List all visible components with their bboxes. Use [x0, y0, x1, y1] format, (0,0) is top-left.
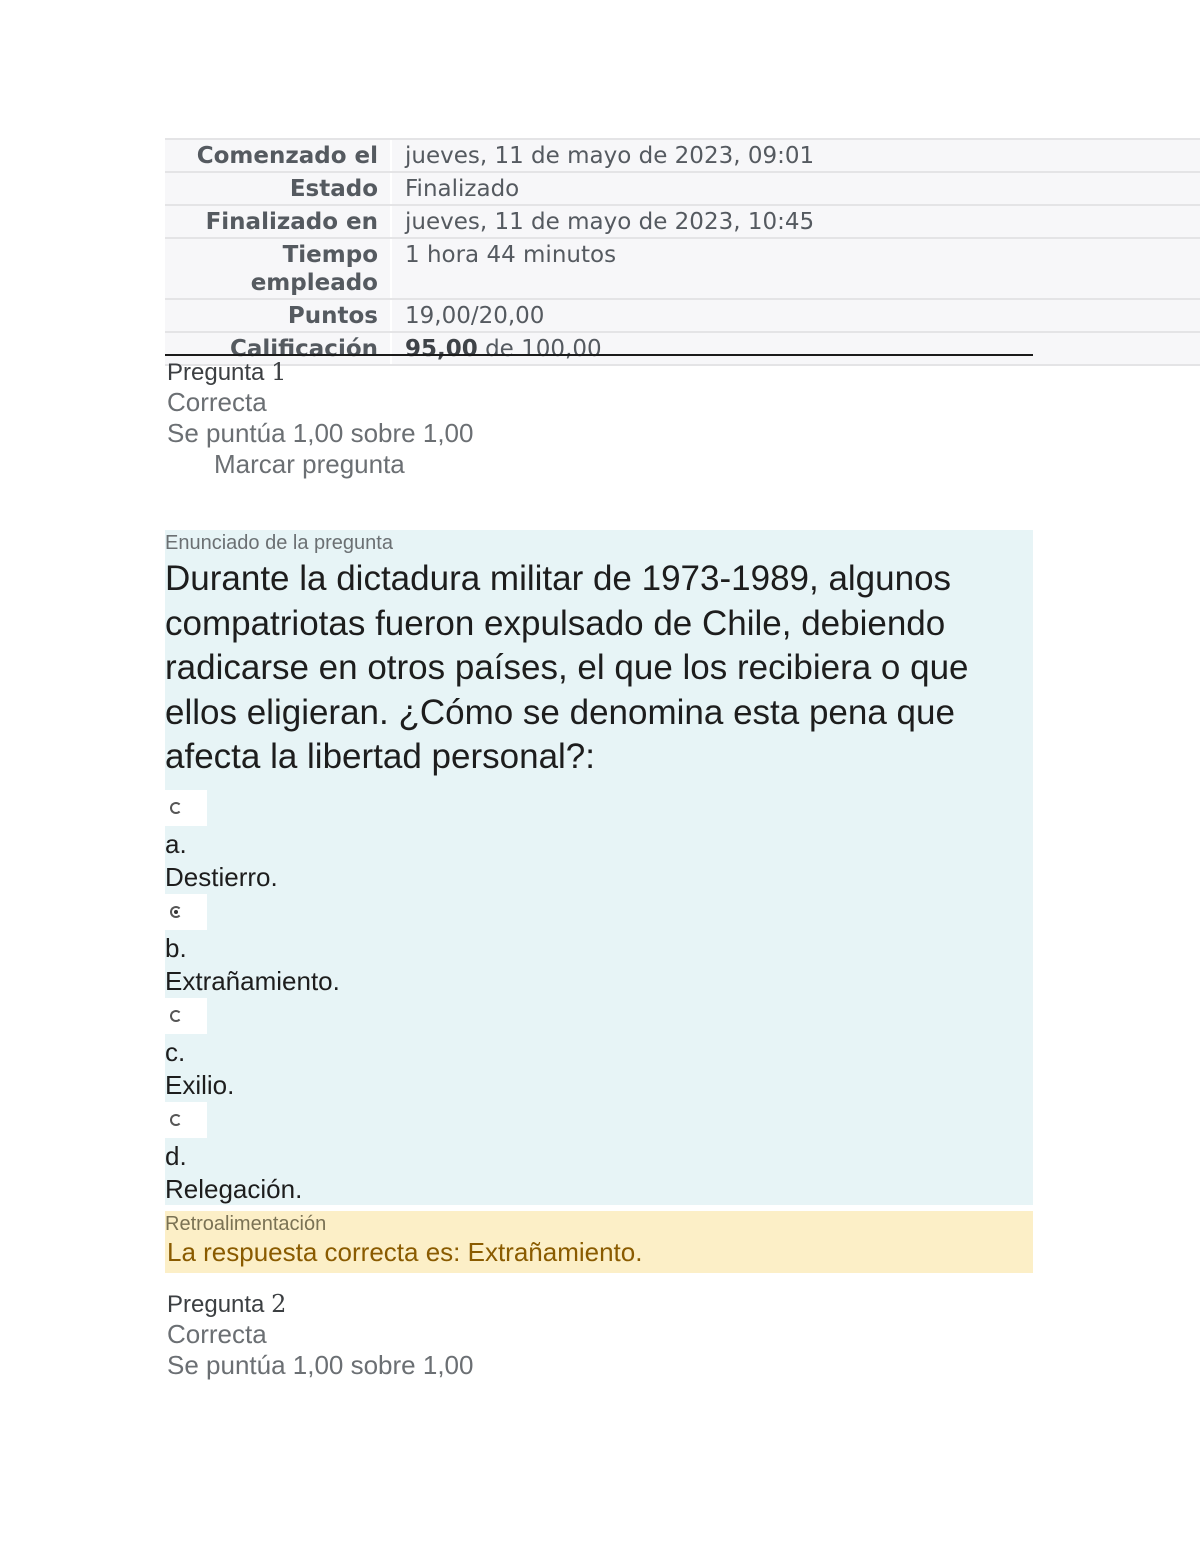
answer-options	[165, 790, 1033, 1206]
question-text: Durante la dictadura militar de 1973-1989, algunos compatriotas fueron expulsado de Chile, debiendo radicarse en otros países, el que los recibiera o que ellos eligieran. ¿Cómo se denomina esta pena que afecta la libertad personal?:	[165, 559, 969, 776]
summary-row-state	[165, 173, 1200, 206]
question-state: Correcta	[167, 387, 267, 417]
question-number-value: 2	[271, 1290, 287, 1318]
radio-icon	[170, 1010, 182, 1022]
answer-a-radio[interactable]	[165, 790, 207, 826]
answer-d-radio[interactable]	[165, 1102, 207, 1138]
summary-label: Calificación	[229, 336, 378, 362]
summary-value: 19,00/20,00	[390, 300, 1200, 331]
feedback-text: La respuesta correcta es: Extrañamiento.	[167, 1237, 643, 1267]
question-label: Pregunta	[167, 1291, 272, 1318]
summary-value: 1 hora 44 minutos	[390, 239, 1200, 298]
summary-value	[390, 333, 1200, 364]
radio-checked-icon	[170, 906, 182, 918]
question-label: Pregunta	[167, 359, 272, 386]
grade-value: 95,00	[405, 336, 478, 362]
answer-letter: c.	[165, 1036, 186, 1067]
answer-text: Destierro.	[165, 861, 278, 892]
answer-letter: b.	[165, 932, 187, 963]
summary-row-started	[165, 140, 1200, 173]
summary-value: jueves, 11 de mayo de 2023, 09:01	[390, 140, 1200, 171]
summary-value: jueves, 11 de mayo de 2023, 10:45	[390, 206, 1200, 237]
question-grade: Se puntúa 1,00 sobre 1,00	[167, 418, 474, 448]
summary-label: Estado	[289, 176, 378, 202]
answer-c-radio[interactable]	[165, 998, 207, 1034]
summary-value: Finalizado	[390, 173, 1200, 204]
question-1-feedback	[165, 1211, 1033, 1273]
divider	[165, 354, 1033, 356]
answer-text: Extrañamiento.	[165, 965, 340, 996]
summary-label: Tiempo empleado	[250, 242, 378, 296]
question-grade: Se puntúa 1,00 sobre 1,00	[167, 1350, 474, 1380]
summary-row-time-taken	[165, 239, 1200, 300]
question-1-info	[167, 358, 473, 480]
radio-icon	[170, 1114, 182, 1126]
flag-question-link[interactable]: Marcar pregunta	[214, 449, 405, 479]
summary-row-finished	[165, 206, 1200, 239]
question-1-formulation	[165, 530, 1033, 1205]
formulation-header: Enunciado de la pregunta	[165, 532, 393, 554]
summary-label: Comenzado el	[196, 143, 378, 169]
question-state: Correcta	[167, 1319, 267, 1349]
radio-icon	[170, 802, 182, 814]
question-number-value: 1	[271, 358, 287, 386]
feedback-header: Retroalimentación	[165, 1213, 327, 1235]
summary-label: Puntos	[287, 303, 378, 329]
answer-text: Relegación.	[165, 1173, 303, 1204]
answer-b-radio[interactable]	[165, 894, 207, 930]
attempt-summary-table	[165, 138, 1200, 366]
question-number	[167, 358, 473, 387]
summary-label: Finalizado en	[205, 209, 378, 235]
question-2-info	[167, 1290, 473, 1381]
answer-text: Exilio.	[165, 1069, 235, 1100]
summary-row-marks	[165, 300, 1200, 333]
question-number	[167, 1290, 473, 1319]
grade-max: de 100,00	[477, 336, 602, 362]
answer-letter: d.	[165, 1140, 187, 1171]
answer-letter: a.	[165, 828, 187, 859]
